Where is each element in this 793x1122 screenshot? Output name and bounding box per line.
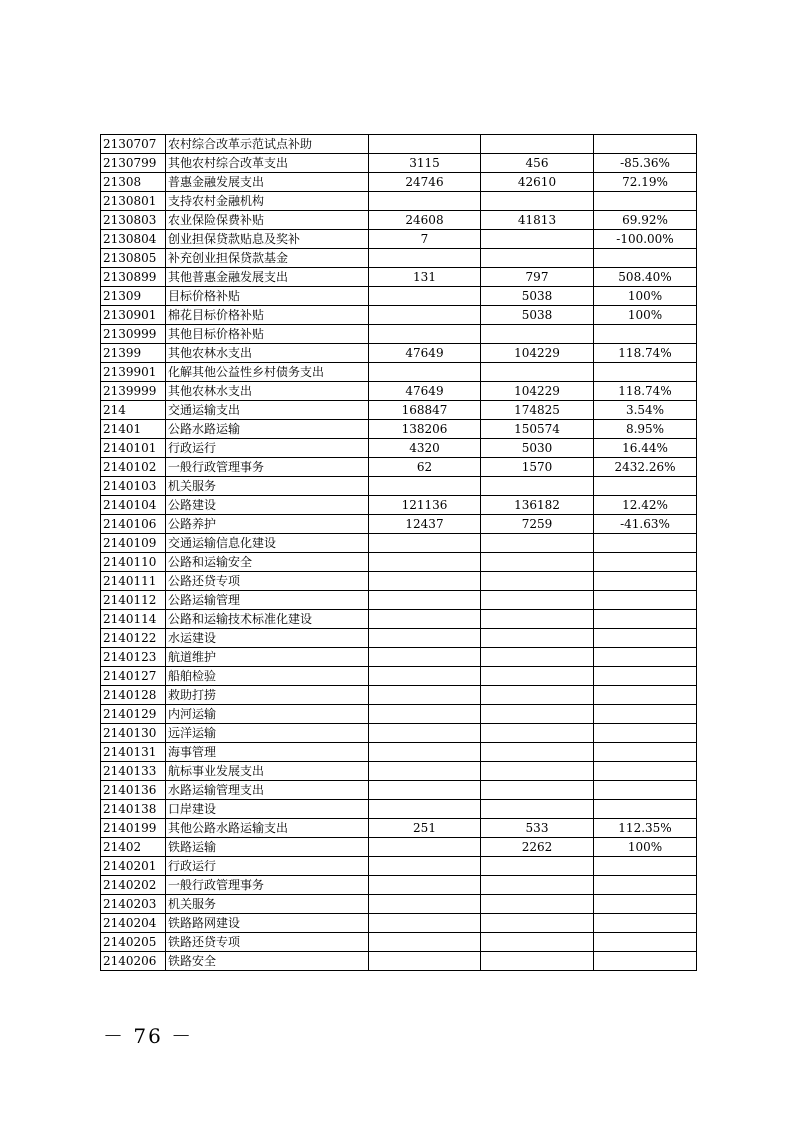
value-curr: 1570 xyxy=(481,458,594,477)
change-percent: 2432.26% xyxy=(594,458,697,477)
value-prev: 251 xyxy=(369,819,481,838)
item-name: 航标事业发展支出 xyxy=(166,762,369,781)
value-prev xyxy=(369,363,481,382)
value-curr: 104229 xyxy=(481,344,594,363)
item-name: 农业保险保费补贴 xyxy=(166,211,369,230)
table-row xyxy=(101,325,697,344)
item-name: 公路和运输安全 xyxy=(166,553,369,572)
table-row xyxy=(101,781,697,800)
value-prev: 12437 xyxy=(369,515,481,534)
item-name: 航道维护 xyxy=(166,648,369,667)
value-prev xyxy=(369,743,481,762)
change-percent xyxy=(594,781,697,800)
table-row xyxy=(101,800,697,819)
change-percent xyxy=(594,553,697,572)
item-name: 水路运输管理支出 xyxy=(166,781,369,800)
item-name: 铁路还贷专项 xyxy=(166,933,369,952)
item-code: 2140101 xyxy=(101,439,166,458)
item-code: 2140109 xyxy=(101,534,166,553)
item-name: 机关服务 xyxy=(166,477,369,496)
item-code: 2140204 xyxy=(101,914,166,933)
value-prev xyxy=(369,325,481,344)
change-percent xyxy=(594,876,697,895)
item-code: 2140122 xyxy=(101,629,166,648)
item-code: 21308 xyxy=(101,173,166,192)
table-row xyxy=(101,914,697,933)
value-prev xyxy=(369,914,481,933)
value-curr: 174825 xyxy=(481,401,594,420)
change-percent xyxy=(594,629,697,648)
value-curr xyxy=(481,572,594,591)
page-number: － 76 － xyxy=(103,1024,194,1048)
value-prev: 47649 xyxy=(369,382,481,401)
value-prev xyxy=(369,135,481,154)
item-code: 2140102 xyxy=(101,458,166,477)
change-percent: 100% xyxy=(594,306,697,325)
item-code: 2140114 xyxy=(101,610,166,629)
item-code: 2130899 xyxy=(101,268,166,287)
change-percent xyxy=(594,325,697,344)
item-code: 2139999 xyxy=(101,382,166,401)
value-prev xyxy=(369,629,481,648)
change-percent: -85.36% xyxy=(594,154,697,173)
table-row xyxy=(101,534,697,553)
table-row xyxy=(101,667,697,686)
value-curr: 5030 xyxy=(481,439,594,458)
table-row xyxy=(101,173,697,192)
value-curr: 5038 xyxy=(481,287,594,306)
table-row xyxy=(101,496,697,515)
table-row xyxy=(101,439,697,458)
value-prev xyxy=(369,249,481,268)
item-code: 2140111 xyxy=(101,572,166,591)
change-percent: 16.44% xyxy=(594,439,697,458)
item-name: 公路养护 xyxy=(166,515,369,534)
item-name: 其他目标价格补贴 xyxy=(166,325,369,344)
item-code: 2140112 xyxy=(101,591,166,610)
value-curr xyxy=(481,762,594,781)
change-percent: -100.00% xyxy=(594,230,697,249)
value-curr xyxy=(481,553,594,572)
value-curr xyxy=(481,743,594,762)
value-curr: 104229 xyxy=(481,382,594,401)
value-prev xyxy=(369,192,481,211)
item-code: 21399 xyxy=(101,344,166,363)
value-prev xyxy=(369,781,481,800)
table-row xyxy=(101,344,697,363)
value-curr: 41813 xyxy=(481,211,594,230)
value-prev xyxy=(369,876,481,895)
item-code: 21402 xyxy=(101,838,166,857)
value-prev xyxy=(369,838,481,857)
change-percent xyxy=(594,477,697,496)
item-code: 2140104 xyxy=(101,496,166,515)
value-prev: 24746 xyxy=(369,173,481,192)
item-code: 2140131 xyxy=(101,743,166,762)
value-curr: 5038 xyxy=(481,306,594,325)
value-curr xyxy=(481,230,594,249)
table-row xyxy=(101,762,697,781)
item-code: 2130901 xyxy=(101,306,166,325)
change-percent: -41.63% xyxy=(594,515,697,534)
item-name: 支持农村金融机构 xyxy=(166,192,369,211)
table-body xyxy=(101,135,697,971)
table-row xyxy=(101,553,697,572)
change-percent xyxy=(594,914,697,933)
change-percent: 69.92% xyxy=(594,211,697,230)
value-prev: 24608 xyxy=(369,211,481,230)
item-name: 创业担保贷款贴息及奖补 xyxy=(166,230,369,249)
item-name: 海事管理 xyxy=(166,743,369,762)
table-row xyxy=(101,306,697,325)
table-row xyxy=(101,192,697,211)
value-curr xyxy=(481,686,594,705)
item-code: 2139901 xyxy=(101,363,166,382)
table-row xyxy=(101,876,697,895)
item-name: 口岸建设 xyxy=(166,800,369,819)
table-row xyxy=(101,629,697,648)
table-row xyxy=(101,135,697,154)
item-code: 2130804 xyxy=(101,230,166,249)
change-percent xyxy=(594,952,697,971)
value-prev xyxy=(369,933,481,952)
item-code: 2130799 xyxy=(101,154,166,173)
value-curr xyxy=(481,135,594,154)
item-code: 2140203 xyxy=(101,895,166,914)
item-name: 一般行政管理事务 xyxy=(166,458,369,477)
value-prev: 7 xyxy=(369,230,481,249)
table-row xyxy=(101,952,697,971)
change-percent xyxy=(594,572,697,591)
change-percent xyxy=(594,762,697,781)
item-name: 农村综合改革示范试点补助 xyxy=(166,135,369,154)
change-percent xyxy=(594,895,697,914)
table-row xyxy=(101,933,697,952)
item-name: 目标价格补贴 xyxy=(166,287,369,306)
item-code: 2140202 xyxy=(101,876,166,895)
item-name: 其他公路水路运输支出 xyxy=(166,819,369,838)
value-curr xyxy=(481,895,594,914)
change-percent: 12.42% xyxy=(594,496,697,515)
value-prev xyxy=(369,572,481,591)
value-prev xyxy=(369,857,481,876)
value-curr: 797 xyxy=(481,268,594,287)
change-percent xyxy=(594,933,697,952)
table-row xyxy=(101,401,697,420)
value-curr xyxy=(481,534,594,553)
item-name: 公路水路运输 xyxy=(166,420,369,439)
value-curr: 150574 xyxy=(481,420,594,439)
item-name: 普惠金融发展支出 xyxy=(166,173,369,192)
table-row xyxy=(101,838,697,857)
value-curr xyxy=(481,914,594,933)
table-row xyxy=(101,382,697,401)
value-curr xyxy=(481,800,594,819)
item-name: 行政运行 xyxy=(166,857,369,876)
value-prev: 47649 xyxy=(369,344,481,363)
value-curr: 42610 xyxy=(481,173,594,192)
change-percent xyxy=(594,192,697,211)
change-percent: 8.95% xyxy=(594,420,697,439)
item-name: 一般行政管理事务 xyxy=(166,876,369,895)
item-code: 2140130 xyxy=(101,724,166,743)
change-percent xyxy=(594,135,697,154)
change-percent xyxy=(594,667,697,686)
value-curr: 533 xyxy=(481,819,594,838)
value-curr xyxy=(481,363,594,382)
change-percent xyxy=(594,857,697,876)
table-row xyxy=(101,686,697,705)
item-code: 2140110 xyxy=(101,553,166,572)
item-name: 公路还贷专项 xyxy=(166,572,369,591)
table-row xyxy=(101,363,697,382)
value-curr xyxy=(481,591,594,610)
value-prev xyxy=(369,952,481,971)
value-prev: 4320 xyxy=(369,439,481,458)
value-prev: 131 xyxy=(369,268,481,287)
value-prev xyxy=(369,762,481,781)
item-code: 2140205 xyxy=(101,933,166,952)
value-prev: 3115 xyxy=(369,154,481,173)
item-code: 2140123 xyxy=(101,648,166,667)
value-prev xyxy=(369,705,481,724)
change-percent xyxy=(594,363,697,382)
table-row xyxy=(101,420,697,439)
value-prev xyxy=(369,610,481,629)
item-name: 水运建设 xyxy=(166,629,369,648)
change-percent xyxy=(594,800,697,819)
item-code: 2140138 xyxy=(101,800,166,819)
item-name: 公路建设 xyxy=(166,496,369,515)
value-curr: 136182 xyxy=(481,496,594,515)
item-code: 2140206 xyxy=(101,952,166,971)
value-curr xyxy=(481,192,594,211)
item-code: 2140127 xyxy=(101,667,166,686)
table-row xyxy=(101,705,697,724)
change-percent xyxy=(594,591,697,610)
table-row xyxy=(101,857,697,876)
item-code: 21401 xyxy=(101,420,166,439)
table-row xyxy=(101,610,697,629)
value-prev xyxy=(369,591,481,610)
item-code: 2140103 xyxy=(101,477,166,496)
value-curr: 7259 xyxy=(481,515,594,534)
item-name: 铁路安全 xyxy=(166,952,369,971)
change-percent xyxy=(594,648,697,667)
table-row xyxy=(101,515,697,534)
item-name: 公路运输管理 xyxy=(166,591,369,610)
table-row xyxy=(101,743,697,762)
item-name: 化解其他公益性乡村债务支出 xyxy=(166,363,369,382)
item-code: 2130707 xyxy=(101,135,166,154)
value-curr xyxy=(481,876,594,895)
value-prev xyxy=(369,686,481,705)
change-percent: 508.40% xyxy=(594,268,697,287)
item-name: 铁路运输 xyxy=(166,838,369,857)
item-code: 2130999 xyxy=(101,325,166,344)
change-percent xyxy=(594,724,697,743)
change-percent: 100% xyxy=(594,838,697,857)
change-percent xyxy=(594,705,697,724)
table-row xyxy=(101,458,697,477)
table-row xyxy=(101,648,697,667)
value-curr xyxy=(481,781,594,800)
item-code: 2140201 xyxy=(101,857,166,876)
item-code: 214 xyxy=(101,401,166,420)
item-code: 2130803 xyxy=(101,211,166,230)
item-name: 交通运输支出 xyxy=(166,401,369,420)
value-curr xyxy=(481,705,594,724)
item-name: 远洋运输 xyxy=(166,724,369,743)
value-prev xyxy=(369,287,481,306)
value-curr xyxy=(481,933,594,952)
value-curr xyxy=(481,667,594,686)
value-prev: 121136 xyxy=(369,496,481,515)
item-name: 铁路路网建设 xyxy=(166,914,369,933)
item-code: 2140199 xyxy=(101,819,166,838)
value-curr xyxy=(481,325,594,344)
value-prev xyxy=(369,477,481,496)
change-percent xyxy=(594,610,697,629)
item-name: 行政运行 xyxy=(166,439,369,458)
item-name: 交通运输信息化建设 xyxy=(166,534,369,553)
value-curr xyxy=(481,724,594,743)
value-prev: 138206 xyxy=(369,420,481,439)
value-prev xyxy=(369,895,481,914)
value-curr xyxy=(481,477,594,496)
value-curr xyxy=(481,610,594,629)
change-percent: 3.54% xyxy=(594,401,697,420)
item-name: 内河运输 xyxy=(166,705,369,724)
table-row xyxy=(101,249,697,268)
item-name: 机关服务 xyxy=(166,895,369,914)
budget-table xyxy=(100,134,697,971)
table-row xyxy=(101,477,697,496)
item-name: 棉花目标价格补贴 xyxy=(166,306,369,325)
value-prev: 168847 xyxy=(369,401,481,420)
item-code: 2130801 xyxy=(101,192,166,211)
table-row xyxy=(101,572,697,591)
table-row xyxy=(101,819,697,838)
value-curr: 2262 xyxy=(481,838,594,857)
table-row xyxy=(101,895,697,914)
value-curr xyxy=(481,648,594,667)
value-curr xyxy=(481,249,594,268)
item-name: 其他普惠金融发展支出 xyxy=(166,268,369,287)
item-name: 补充创业担保贷款基金 xyxy=(166,249,369,268)
value-curr xyxy=(481,857,594,876)
change-percent xyxy=(594,534,697,553)
table-row xyxy=(101,211,697,230)
change-percent: 112.35% xyxy=(594,819,697,838)
value-prev xyxy=(369,306,481,325)
value-curr: 456 xyxy=(481,154,594,173)
item-name: 其他农林水支出 xyxy=(166,382,369,401)
item-code: 2140129 xyxy=(101,705,166,724)
change-percent xyxy=(594,249,697,268)
change-percent: 118.74% xyxy=(594,344,697,363)
change-percent: 118.74% xyxy=(594,382,697,401)
item-name: 公路和运输技术标准化建设 xyxy=(166,610,369,629)
table-row xyxy=(101,724,697,743)
value-prev xyxy=(369,648,481,667)
item-code: 2140128 xyxy=(101,686,166,705)
item-code: 2140133 xyxy=(101,762,166,781)
item-name: 船舶检验 xyxy=(166,667,369,686)
value-prev xyxy=(369,724,481,743)
value-prev xyxy=(369,667,481,686)
value-prev xyxy=(369,800,481,819)
value-curr xyxy=(481,629,594,648)
value-prev: 62 xyxy=(369,458,481,477)
table-row xyxy=(101,268,697,287)
item-name: 救助打捞 xyxy=(166,686,369,705)
change-percent: 100% xyxy=(594,287,697,306)
item-code: 2140136 xyxy=(101,781,166,800)
table-row xyxy=(101,591,697,610)
value-prev xyxy=(369,553,481,572)
value-curr xyxy=(481,952,594,971)
change-percent xyxy=(594,743,697,762)
item-code: 21309 xyxy=(101,287,166,306)
table-row xyxy=(101,154,697,173)
item-code: 2140106 xyxy=(101,515,166,534)
item-code: 2130805 xyxy=(101,249,166,268)
change-percent xyxy=(594,686,697,705)
change-percent: 72.19% xyxy=(594,173,697,192)
table-row xyxy=(101,287,697,306)
item-name: 其他农村综合改革支出 xyxy=(166,154,369,173)
table-row xyxy=(101,230,697,249)
value-prev xyxy=(369,534,481,553)
item-name: 其他农林水支出 xyxy=(166,344,369,363)
